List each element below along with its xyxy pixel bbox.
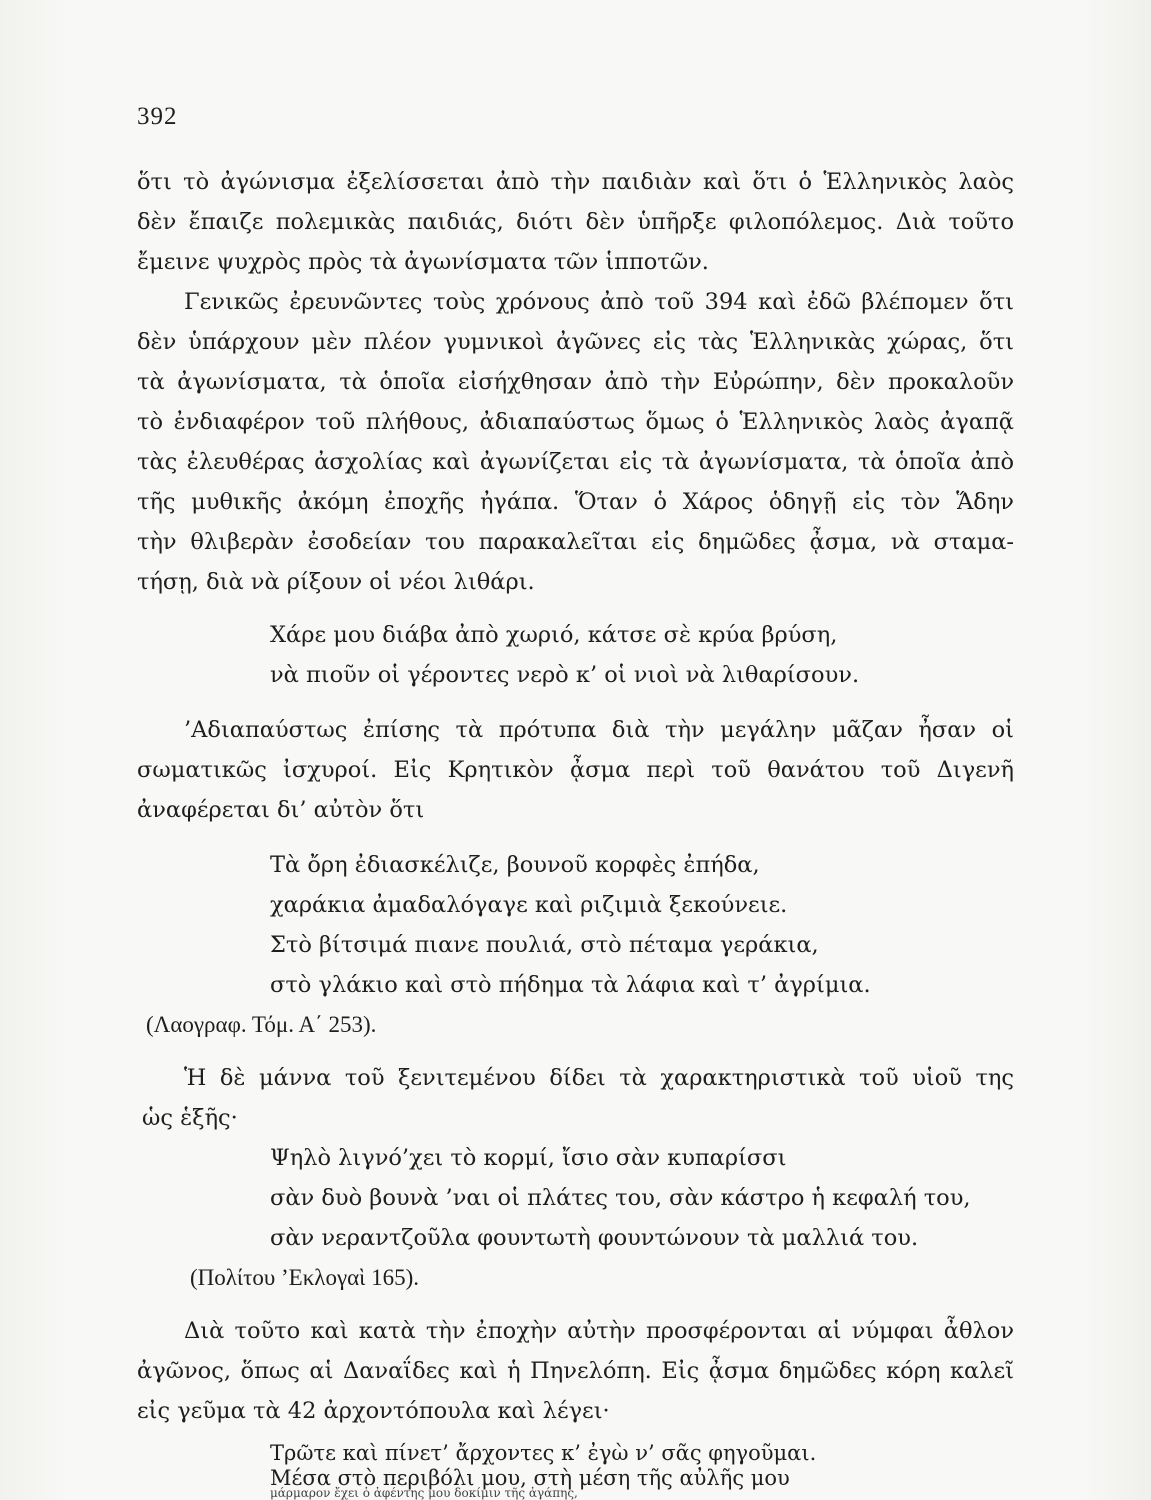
text-line: Γενικῶς ἐρευνῶντες τοὺς χρόνους ἀπὸ τοῦ 394 καὶ ἐδῶ βλέπομεν ὅτι xyxy=(184,289,1014,315)
verse-line: Ψηλὸ λιγνό’χει τὸ κορμί, ἴσιο σὰν κυπαρίσσι xyxy=(270,1145,787,1171)
text-line: εἰς γεῦμα τὰ 42 ἀρχοντόπουλα καὶ λέγει· xyxy=(137,1398,610,1424)
text-line: τὰς ἐλευθέρας ἀσχολίας καὶ ἀγωνίζεται εἰς τὰ ἀγωνίσματα, τὰ ὁποῖα ἀπὸ xyxy=(137,449,1014,475)
verse-line: στὸ γλάκιο καὶ στὸ πήδημα τὰ λάφια καὶ τ’ ἀγρίμια. xyxy=(270,972,871,998)
text-line: σωματικῶς ἰσχυροί. Εἰς Κρητικὸν ᾆσμα περὶ τοῦ θανάτου τοῦ Διγενῆ xyxy=(137,757,1014,783)
text-line: Διὰ τοῦτο καὶ κατὰ τὴν ἐποχὴν αὐτὴν προσφέρονται αἱ νύμφαι ἆθλον xyxy=(184,1318,1014,1344)
text-line: ἀναφέρεται δι’ αὐτὸν ὅτι xyxy=(137,797,425,823)
text-line: Ἡ δὲ μάννα τοῦ ξενιτεμένου δίδει τὰ χαρακτηριστικὰ τοῦ υἱοῦ της xyxy=(184,1065,1014,1091)
verse-line: Μέσα στὸ περιβόλι μου, στὴ μέση τῆς αὐλῆς μου xyxy=(270,1466,790,1490)
text-line: τὴν θλιβερὰν ἐσοδείαν του παρακαλεῖται εἰς δημῶδες ᾆσμα, νὰ σταμα- xyxy=(137,529,1014,555)
text-line: ἔμεινε ψυχρὸς πρὸς τὰ ἀγωνίσματα τῶν ἱπποτῶν. xyxy=(137,249,709,275)
verse-line: σὰν δυὸ βουνὰ ’ναι οἱ πλάτες του, σὰν κάστρο ἡ κεφαλή του, xyxy=(270,1185,971,1211)
verse-line: Τρῶτε καὶ πίνετ’ ἄρχοντες κ’ ἐγὼ ν’ σᾶς φηγοῦμαι. xyxy=(270,1441,817,1465)
citation: (Πολίτου ’Εκλογαὶ 165). xyxy=(190,1265,420,1290)
verse-line: σὰν νεραντζοῦλα φουντωτὴ φουντώνουν τὰ μαλλιά του. xyxy=(270,1225,919,1251)
text-line: δὲν ὑπάρχουν μὲν πλέον γυμνικοὶ ἀγῶνες εἰς τὰς Ἑλληνικὰς χώρας, ὅτι xyxy=(137,329,1014,355)
text-line: ὅτι τὸ ἀγώνισμα ἐξελίσσεται ἀπὸ τὴν παιδιὰν καὶ ὅτι ὁ Ἑλληνικὸς λαὸς xyxy=(137,169,1014,195)
text-line: τήσῃ, διὰ νὰ ρίξουν οἱ νέοι λιθάρι. xyxy=(137,569,535,595)
text-line: δὲν ἔπαιζε πολεμικὰς παιδιάς, διότι δὲν ὑπῆρξε φιλοπόλεμος. Διὰ τοῦτο xyxy=(137,209,1014,235)
verse-line: μάρμαρον ἔχει ὁ ἀφέντης μου δοκίμιν τῆς ἀγάπης, xyxy=(270,1486,578,1500)
page-number: 392 xyxy=(137,103,178,130)
text-line: τὰ ἀγωνίσματα, τὰ ὁποῖα εἰσήχθησαν ἀπὸ τὴν Εὐρώπην, δὲν προκαλοῦν xyxy=(137,369,1014,395)
verse-line: Τὰ ὄρη ἐδιασκέλιζε, βουνοῦ κορφὲς ἐπήδα, xyxy=(270,852,760,878)
verse-line: Χάρε μου διάβα ἀπὸ χωριό, κάτσε σὲ κρύα βρύση, xyxy=(270,622,838,648)
text-line: ’Αδιαπαύστως ἐπίσης τὰ πρότυπα διὰ τὴν μεγάλην μᾶζαν ἦσαν οἱ xyxy=(184,717,1014,743)
text-line: ἀγῶνος, ὅπως αἱ Δαναΐδες καὶ ἡ Πηνελόπη. Εἰς ᾆσμα δημῶδες κόρη καλεῖ xyxy=(137,1358,1014,1384)
text-line: τὸ ἐνδιαφέρον τοῦ πλήθους, ἀδιαπαύστως ὅμως ὁ Ἑλληνικὸς λαὸς ἀγαπᾷ xyxy=(137,409,1014,435)
verse-line: Στὸ βίτσιμά πιανε πουλιά, στὸ πέταμα γεράκια, xyxy=(270,932,819,958)
text-line: τῆς μυθικῆς ἀκόμη ἐποχῆς ἠγάπα. Ὅταν ὁ Χάρος ὁδηγῇ εἰς τὸν Ἅδην xyxy=(137,489,1014,515)
verse-line: νὰ πιοῦν οἱ γέροντες νερὸ κ’ οἱ νιοὶ νὰ λιθαρίσουν. xyxy=(270,662,860,688)
text-line: ὡς ἑξῆς· xyxy=(142,1105,238,1131)
verse-line: χαράκια ἀμαδαλόγαγε καὶ ριζιμιὰ ξεκούνειε. xyxy=(270,892,788,918)
citation: (Λαογραφ. Τόμ. Α΄ 253). xyxy=(146,1012,377,1037)
